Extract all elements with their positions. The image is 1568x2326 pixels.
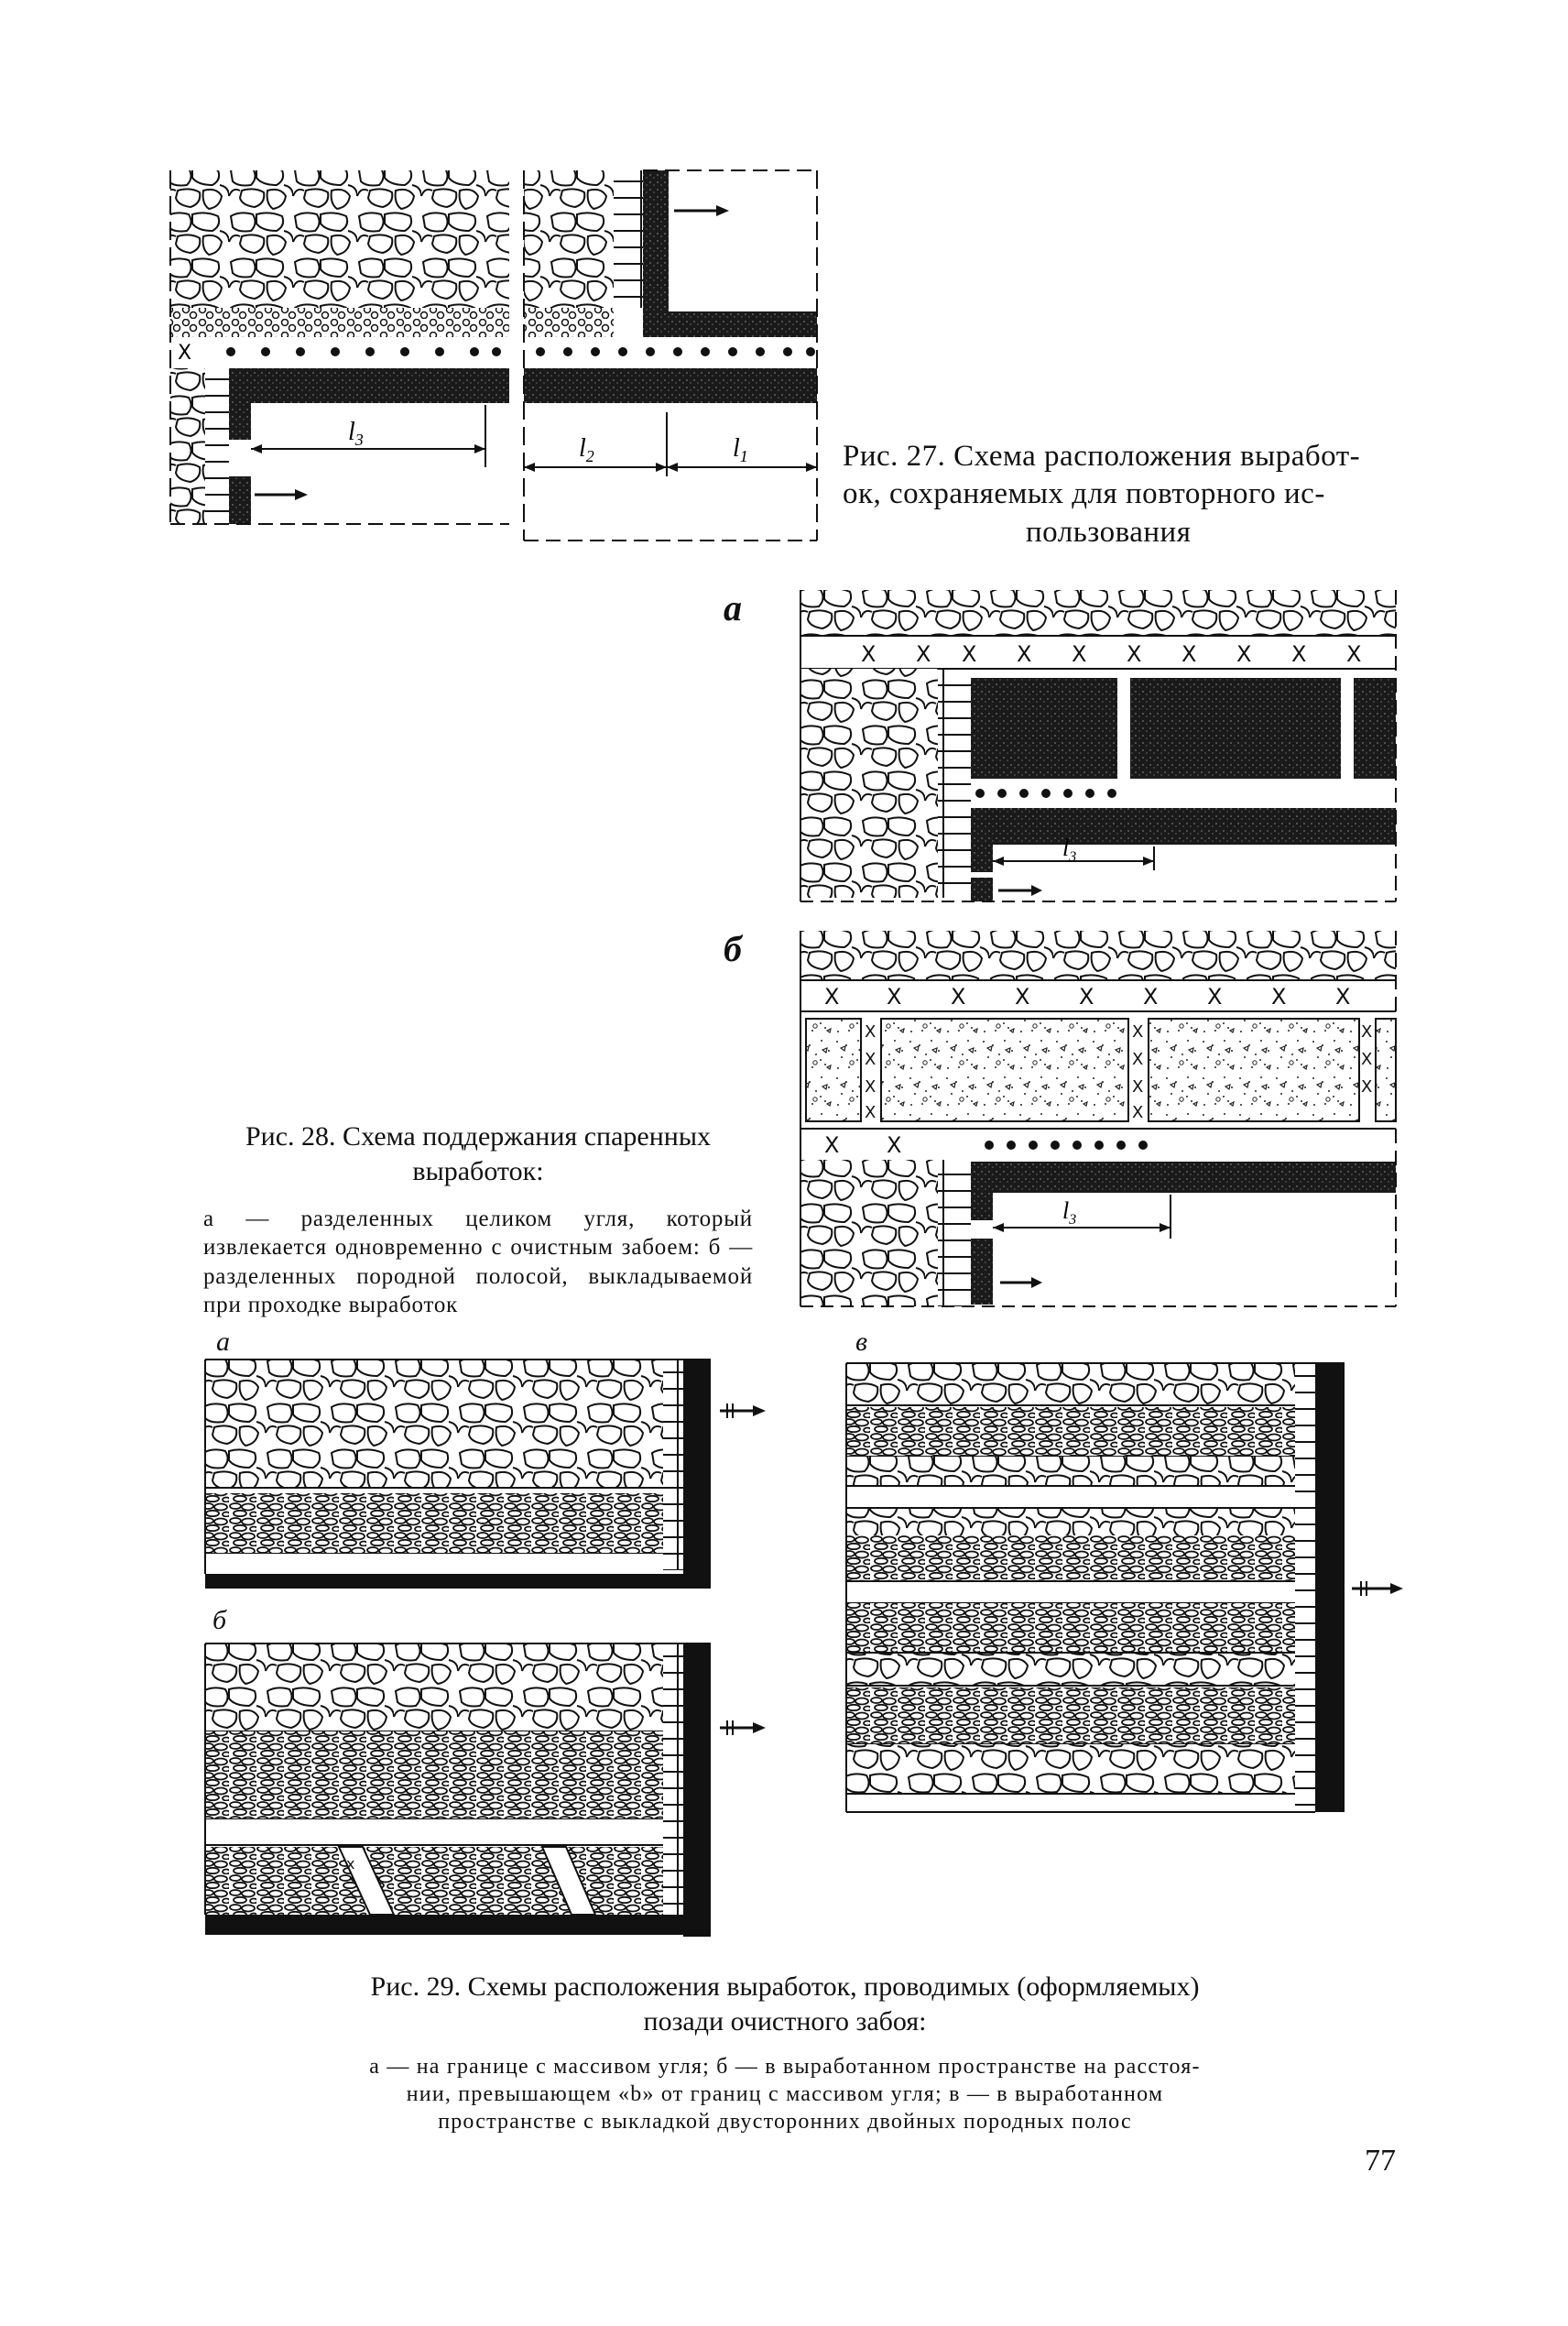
- svg-text:x: x: [346, 1855, 355, 1873]
- fig27-dim-l1: $l_1$: [733, 434, 748, 465]
- svg-text:X: X: [1361, 1050, 1373, 1069]
- figure-28b: [797, 927, 1401, 1312]
- svg-text:X: X: [962, 641, 977, 667]
- fig28-label-b: б: [724, 928, 742, 969]
- caption-body: [203, 2053, 1367, 2135]
- svg-text:X: X: [1015, 984, 1030, 1010]
- svg-text:X: X: [1132, 1103, 1144, 1122]
- svg-text:X: X: [1079, 984, 1094, 1010]
- svg-text:X: X: [824, 984, 840, 1010]
- figure-29-caption: [203, 1970, 1367, 2135]
- svg-text:X: X: [178, 342, 192, 365]
- svg-text:X: X: [951, 984, 966, 1010]
- svg-text:X: X: [1335, 984, 1351, 1010]
- caption-body: а — разделенных целиком угля, который извлекается одновременно с очистным забоем: б — разделенных породной полосой, выкладываемой при проходке выработок: [203, 1207, 753, 1317]
- svg-text:X: X: [887, 984, 902, 1010]
- svg-text:X: X: [865, 1077, 877, 1097]
- fig29-label-v: в: [855, 1327, 868, 1357]
- svg-text:X: X: [1207, 984, 1223, 1010]
- caption-title-line: позади очистного забоя:: [643, 2005, 927, 2037]
- svg-text:X: X: [1361, 1077, 1373, 1097]
- fig29-label-b: б: [212, 1605, 227, 1635]
- svg-text:X: X: [1017, 641, 1032, 667]
- caption-line: ок, сохраняемых для повторного ис-: [843, 477, 1325, 511]
- svg-text:X: X: [1127, 641, 1142, 667]
- fig28-label-a: а: [724, 587, 742, 628]
- page-number: 77: [1365, 2144, 1396, 2178]
- figure-29v: [843, 1360, 1410, 1818]
- svg-text:X: X: [1236, 641, 1252, 667]
- figure-29b: [201, 1640, 769, 1942]
- svg-text:X: X: [1132, 1050, 1144, 1069]
- fig29-label-a: а: [216, 1327, 230, 1357]
- fig27-dim-l3: $l_3$: [348, 418, 364, 449]
- figure-28-caption: [203, 1119, 753, 1319]
- svg-text:X: X: [824, 1132, 840, 1158]
- caption-title-line: Рис. 29. Схемы расположения выработок, проводимых (оформляемых): [370, 1971, 1200, 2002]
- fig28a-dim-l3: $l_3$: [1062, 835, 1077, 865]
- svg-text:X: X: [887, 1132, 902, 1158]
- svg-text:X: X: [861, 641, 877, 667]
- figure-27-caption: [843, 438, 1429, 551]
- svg-text:X: X: [1181, 641, 1197, 667]
- caption-title-line: выработок:: [412, 1155, 544, 1186]
- caption-body-line: нии, превышающем «b» от границ с массивом угля; в — в выработанном: [406, 2082, 1164, 2106]
- svg-text:X: X: [1132, 1022, 1144, 1042]
- svg-text:X: X: [865, 1103, 877, 1122]
- caption-line: Рис. 27. Схема расположения выработ-: [843, 440, 1361, 473]
- caption-body-line: пространстве с выкладкой двусторонних двойных породных полос: [438, 2110, 1132, 2134]
- figure-27: [165, 165, 824, 550]
- caption-body-line: а — на границе с массивом угля; б — в выработанном пространстве на расстоя-: [369, 2055, 1201, 2079]
- svg-text:X: X: [865, 1050, 877, 1069]
- fig27-dim-l2: $l_2$: [579, 434, 594, 465]
- caption-title-line: Рис. 28. Схема поддержания спаренных: [245, 1121, 711, 1152]
- svg-text:X: X: [1143, 984, 1159, 1010]
- svg-text:X: X: [1291, 641, 1307, 667]
- svg-text:X: X: [1361, 1022, 1373, 1042]
- caption-line: пользования: [1026, 515, 1192, 549]
- figure-29a: [201, 1356, 769, 1594]
- fig28b-dim-l3: $l_3$: [1062, 1197, 1077, 1228]
- svg-text:X: X: [916, 641, 931, 667]
- svg-text:X: X: [1346, 641, 1362, 667]
- figure-28a: [797, 586, 1401, 907]
- svg-text:X: X: [865, 1022, 877, 1042]
- svg-text:X: X: [1132, 1077, 1144, 1097]
- svg-text:X: X: [1072, 641, 1087, 667]
- svg-text:X: X: [1271, 984, 1287, 1010]
